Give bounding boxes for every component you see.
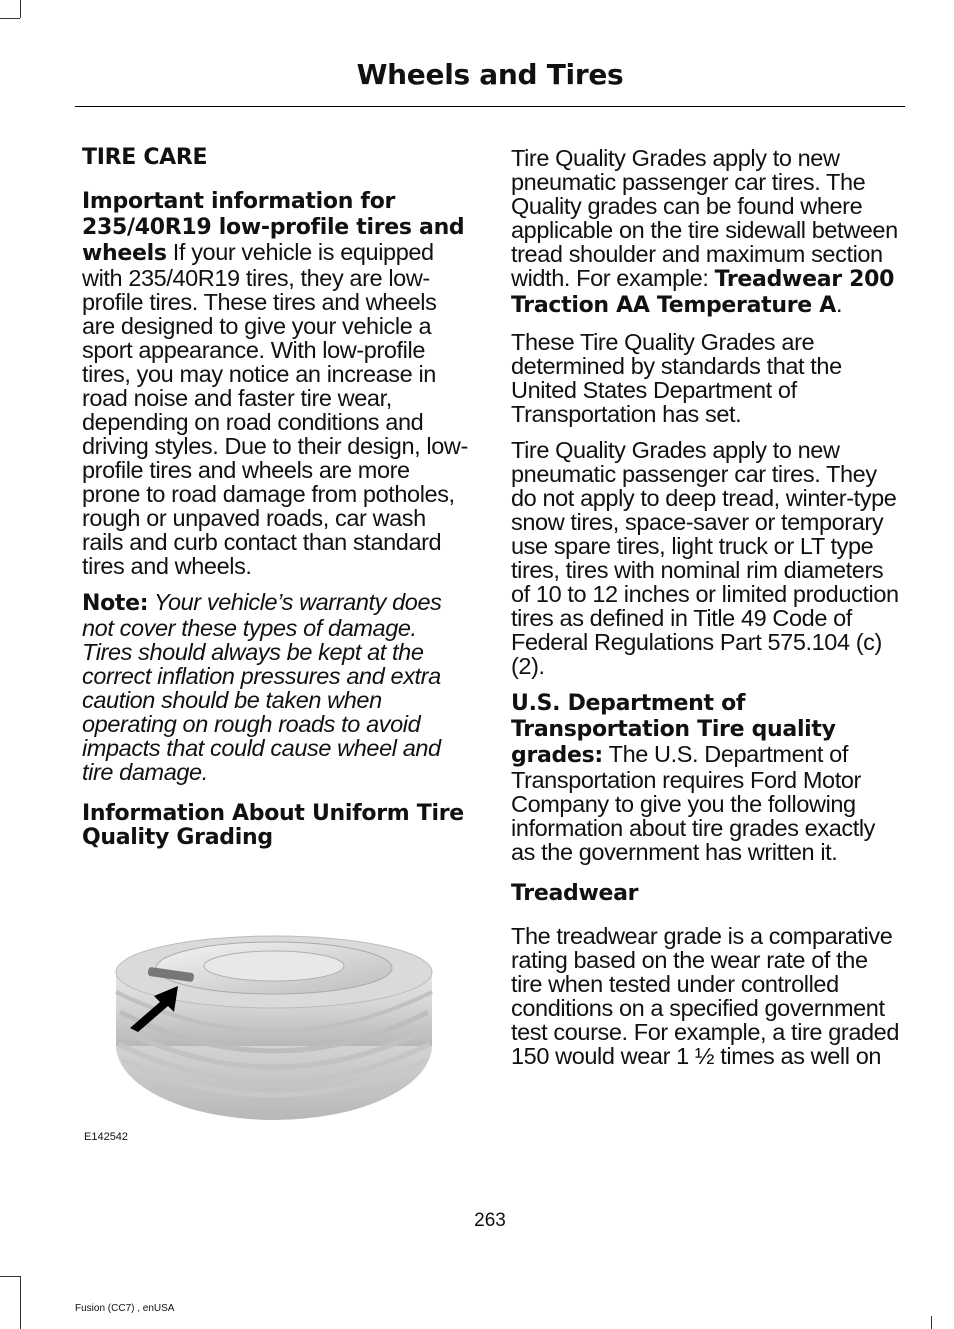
dot-text: The U.S. Department of Transportation requires Ford Motor Company to give you the following information about tire grades exactly as the government has written it. xyxy=(511,741,876,865)
paragraph-quality-grades xyxy=(511,146,903,318)
right-column xyxy=(511,146,903,1080)
page-number: 263 xyxy=(474,1210,506,1231)
crop-mark-top-left-v xyxy=(20,0,21,18)
paragraph-standards: These Tire Quality Grades are determined by standards that the United States Department of Transportation has set. xyxy=(511,329,842,427)
paragraph-treadwear: The treadwear grade is a comparative rating based on the wear rate of the tire when tested under controlled conditions on a specified government test course. For example, a tire graded 150 would wear 1 ½ times as well on xyxy=(511,923,900,1069)
low-profile-text: If your vehicle is equipped with 235/40R19 tires, they are low-profile tires. These tires and wheels are designed to give your vehicle a sport appearance. With low-profile tires, you may notice an increase in road noise and faster tire wear, depending on road conditions and driving styles. Due to their design, low-profile tires and wheels are more prone to road damage from potholes, rough or unpaved roads, car wash rails and curb contact than standard tires and wheels. xyxy=(82,239,468,579)
title-divider xyxy=(75,106,905,107)
utqg-heading: Information About Uniform Tire Quality Grading xyxy=(82,801,464,850)
page-title: Wheels and Tires xyxy=(356,58,624,91)
section-heading-tire-care: TIRE CARE xyxy=(82,145,208,170)
paragraph-low-profile xyxy=(82,188,472,578)
low-profile-heading: Important information for 235/40R19 low-profile tires and wheels xyxy=(82,189,465,266)
note-label: Note: xyxy=(82,591,149,616)
quality-grades-text: Tire Quality Grades apply to new pneumatic passenger car tires. The Quality grades can be found where applicable on the tire sidewall between tread shoulder and maximum section width. For example: xyxy=(511,145,898,291)
paragraph-dot xyxy=(511,690,903,864)
left-column xyxy=(82,146,472,868)
paragraph-applicability: Tire Quality Grades apply to new pneumatic passenger car tires. They do not apply to deep tread, winter-type snow tires, space-saver or temporary use spare tires, light truck or LT type tires, tires with nominal rim diameters of 10 to 12 inches or limited production tires as defined in Title 49 Code of Federal Regulations Part 575.104 (c)(2). xyxy=(511,437,899,679)
note-text: Your vehicle’s warranty does not cover these types of damage. Tires should always be kept at the correct inflation pressures and extra caution should be taken when operating on rough roads to avoid impacts that could cause wheel and tire damage. xyxy=(82,589,442,785)
figure-label: E142542 xyxy=(84,1131,129,1143)
dot-heading: U.S. Department of Transportation Tire quality grades: xyxy=(511,691,836,768)
crop-mark-bottom-right-v xyxy=(931,1316,932,1329)
treadwear-heading: Treadwear xyxy=(511,881,639,906)
crop-mark-bottom-left-v xyxy=(20,1276,21,1329)
quality-grades-example: Treadwear 200 Traction AA Temperature A xyxy=(511,267,895,318)
quality-grades-end: . xyxy=(835,291,843,317)
crop-mark-top-left-h xyxy=(0,18,20,19)
note-paragraph xyxy=(82,590,472,784)
footer-doc-id: Fusion (CC7) , enUSA xyxy=(75,1303,175,1314)
tire-illustration xyxy=(82,920,472,1160)
crop-mark-bottom-left-h xyxy=(0,1276,20,1277)
